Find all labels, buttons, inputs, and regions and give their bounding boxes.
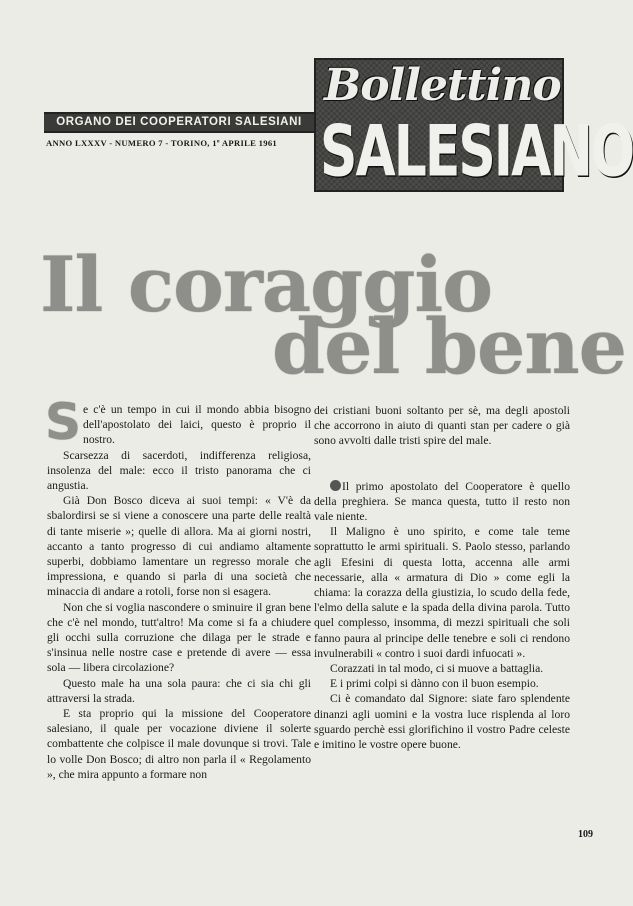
masthead-title: SALESIANO	[320, 112, 633, 193]
left-paragraph-5: Questo male ha una sola paura: che ci sia chi gli attraversi la strada.	[47, 676, 311, 705]
bullet-icon	[330, 480, 341, 491]
headline-line-2: del bene	[272, 302, 626, 391]
right-paragraph-3: Il Maligno è uno spirito, e come tale teme soprattutto le armi spirituali. S. Paolo stesso, parlando agli Efesini di questa lotta, accenna alle armi necessarie, alla « armatura di Dio » come egli la chiama: la corazza della giustizia, lo scudo della fede, l'elmo della salute e la spada della divina parola. Tutto quel complesso, insomma, di mezzi spirituali che soli fanno paura al principe delle tenebre e soli ci rendono invulnerabili « contro i suoi dardi infuocati ».	[314, 525, 570, 660]
left-column	[45, 393, 311, 782]
issue-info: ANNO LXXXV - NUMERO 7 - TORINO, 1º APRILE 1961	[46, 138, 278, 148]
right-paragraph-4: Corazzati in tal modo, ci si muove a battaglia.	[330, 662, 544, 676]
right-column	[314, 403, 570, 752]
drop-cap: S	[45, 393, 82, 451]
left-paragraph-4: Non che si voglia nascondere o sminuire il gran bene che c'è nel mondo, tutt'altro! Ma come si fa a chiudere gli occhi sulla corruzione che dilaga per le strade e s'insinua nelle nostre case e pretende di avere — essa sola — libera circolazione?	[47, 600, 311, 675]
right-paragraph-2-text: Il primo apostolato del Cooperatore è quello della preghiera. Se manca questa, tutto il resto non vale niente.	[314, 479, 570, 524]
left-paragraph-6: E sta proprio qui la missione del Cooperatore salesiano, il quale per vocazione diviene il solerte combattente che colpisce il male dovunque si trovi. Tale lo volle Don Bosco; di altro non parla il « Regolamento », che mira appunto a formare non	[47, 707, 311, 781]
right-paragraph-6: Ci è comandato dal Signore: siate faro splendente dinanzi agli uomini e la vostra luce risplenda al loro sguardo perchè essi glorifichino il vostro Padre celeste e imitino le vostre opere buone.	[314, 692, 570, 752]
left-paragraph-3: Già Don Bosco diceva ai suoi tempi: « V'è da sbalordirsi se si viene a conoscere una parte delle realtà di tante miserie »; quelle di allora. Ma ai giorni nostri, accanto a tanto progresso di cui andiamo altamente superbi, dobbiamo lamentare un regresso morale che impressiona, e quando si parla di una società che minaccia di andare a rotoli, forse non si esagera.	[47, 494, 311, 599]
left-paragraph-1	[45, 393, 311, 451]
left-paragraph-2: Scarsezza di sacerdoti, indifferenza religiosa, insolenza del male: ecco il tristo panorama che ci angustia.	[47, 448, 311, 493]
headline-line-1: Il coraggio	[40, 240, 492, 329]
right-paragraph-2	[314, 479, 570, 525]
page-number: 109	[578, 829, 593, 840]
organ-banner: ORGANO DEI COOPERATORI SALESIANI	[44, 112, 314, 133]
spacer	[314, 449, 570, 464]
right-paragraph-5: E i primi colpi si dànno con il buon esempio.	[330, 677, 539, 691]
masthead-script-title: Bollettino	[324, 60, 561, 111]
spacer	[314, 464, 570, 479]
left-paragraph-1-text: e c'è un tempo in cui il mondo abbia bisogno dell'apostolato dei laici, questo è proprio il nostro.	[83, 403, 311, 447]
right-paragraph-1: dei cristiani buoni soltanto per sè, ma degli apostoli che accorrono in aiuto di quanti stan per cadere o già sono avvolti dalle tristi spire del male.	[314, 404, 570, 448]
masthead-logo	[314, 58, 633, 193]
